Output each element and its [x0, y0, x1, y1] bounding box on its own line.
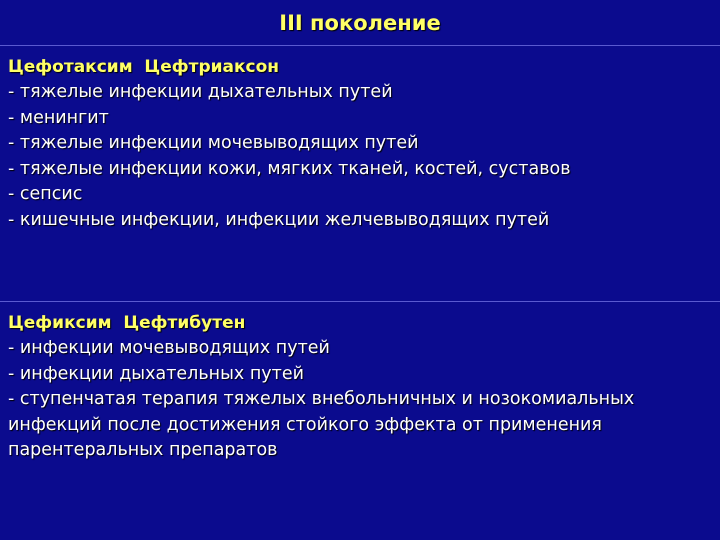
drug-group-title: Цефиксим Цефтибутен	[8, 313, 246, 333]
table-row-cefixime	[0, 303, 720, 540]
list-item: - тяжелые инфекции дыхательных путей	[8, 82, 393, 102]
list-item: - тяжелые инфекции мочевыводящих путей	[8, 133, 419, 153]
list-item: - кишечные инфекции, инфекции желчевыводящих путей	[8, 209, 550, 230]
header-title: III поколение	[279, 10, 441, 35]
list-item: - инфекции мочевыводящих путей	[8, 338, 330, 358]
table-row-cefotaxime	[0, 47, 720, 302]
list-item: - сепсис	[8, 184, 83, 204]
list-item: - ступенчатая терапия тяжелых внебольничных и нозокомиальных инфекций после достижения стойкого эффекта от применения парентеральных препаратов	[8, 389, 635, 460]
table-header	[0, 0, 720, 46]
list-item: - тяжелые инфекции кожи, мягких тканей, костей, суставов	[8, 158, 571, 179]
list-item: - инфекции дыхательных путей	[8, 363, 304, 384]
list-item: - менингит	[8, 107, 109, 128]
drug-group-title: Цефотаксим Цефтриаксон	[8, 57, 280, 77]
